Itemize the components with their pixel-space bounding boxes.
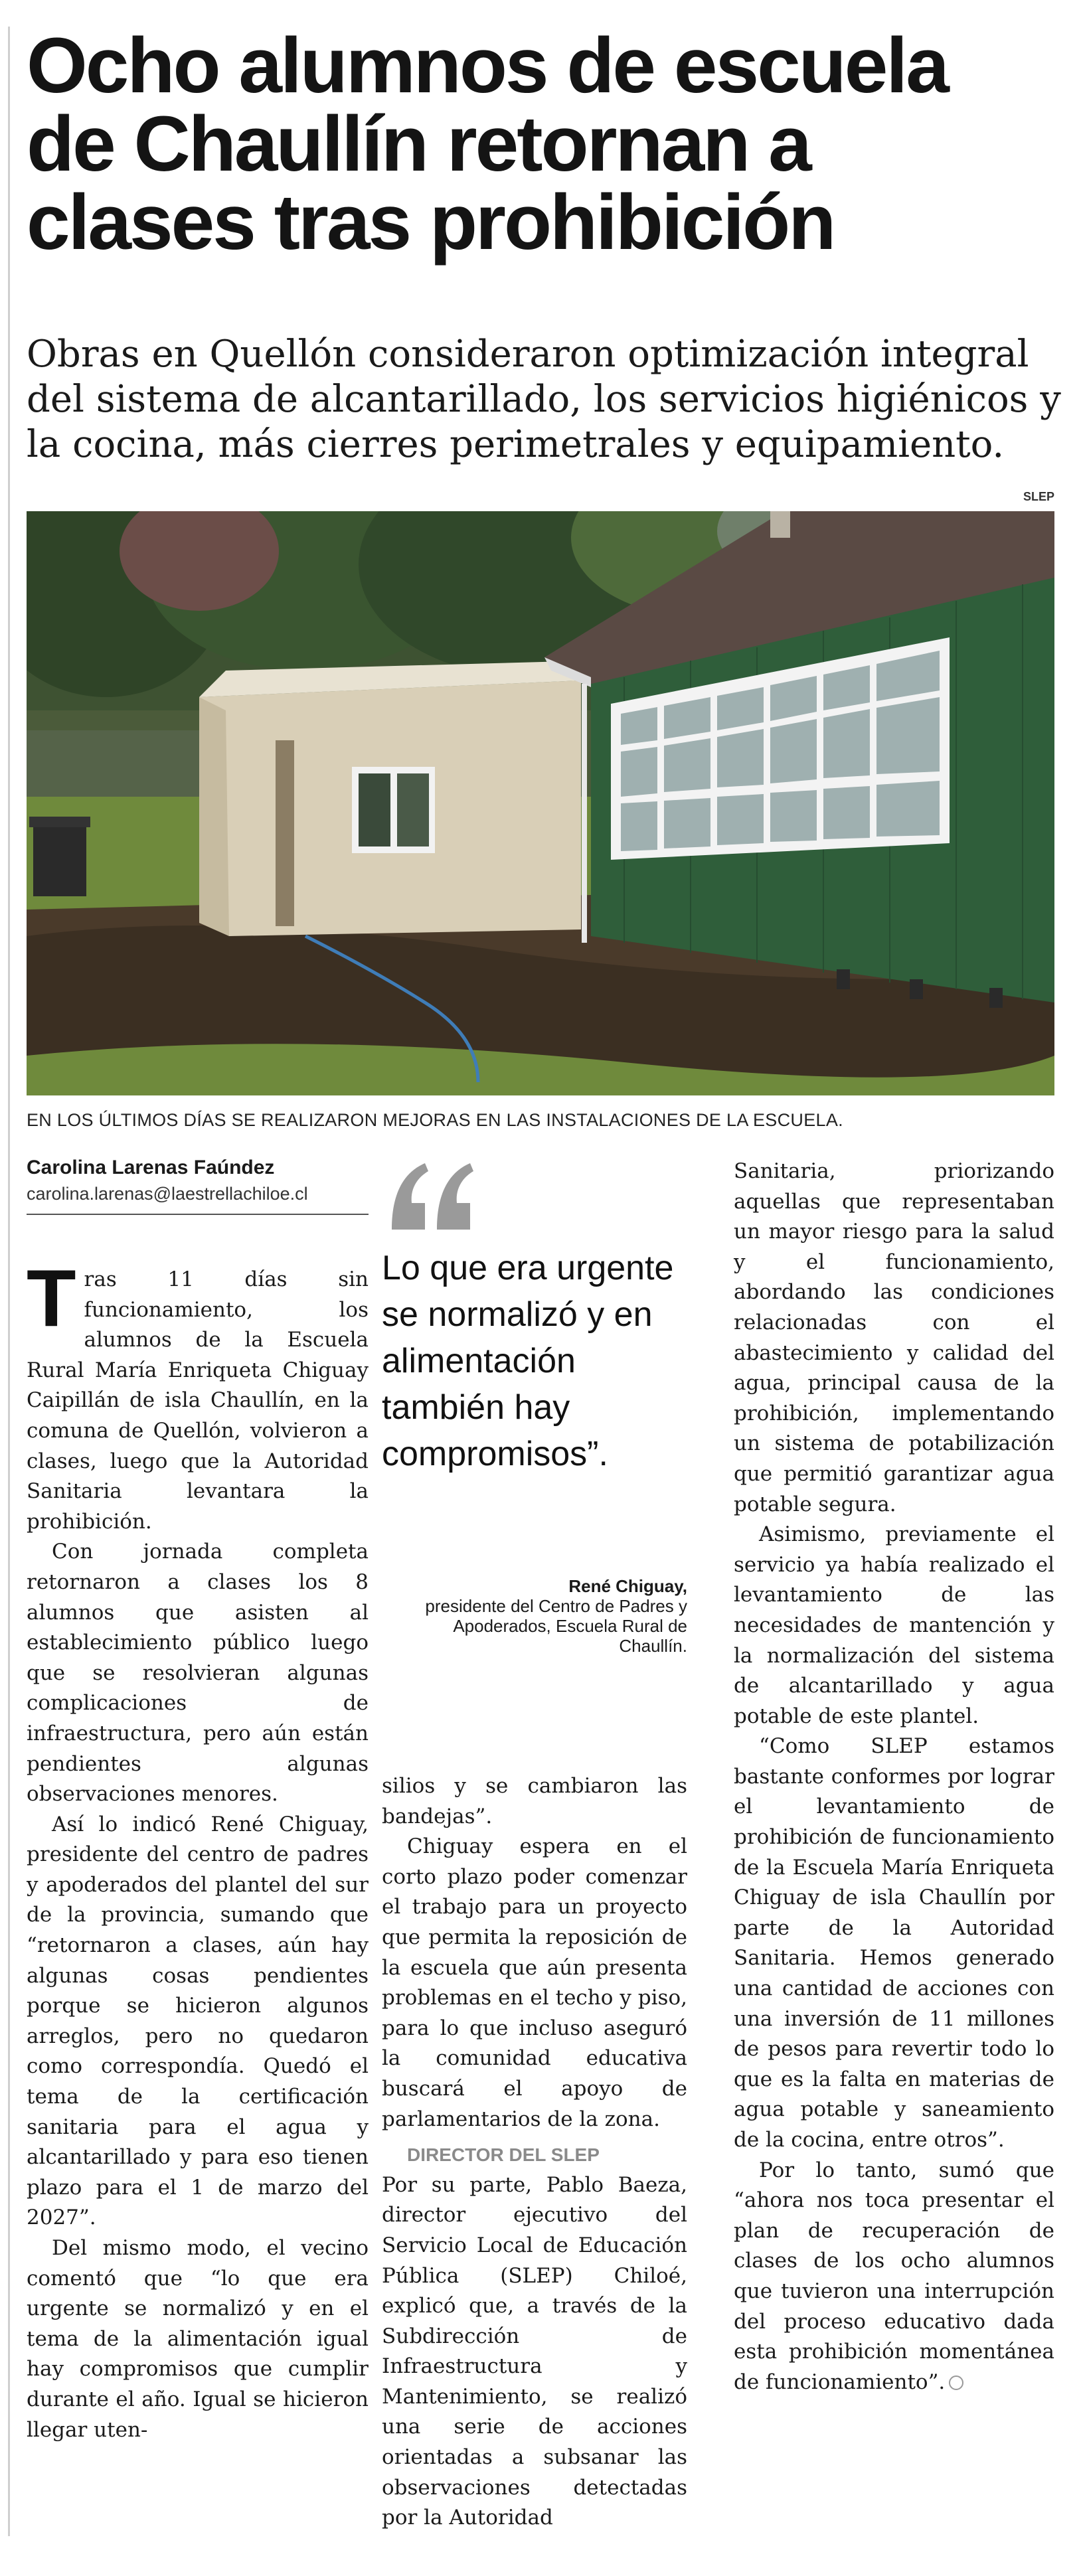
- paragraph-text: ras 11 días sin funcionamiento, los alumnos de la Escuela Rural María Enriqueta Chiguay Caipillán de isla Chaullín, en la comuna de Quellón, volvieron a clases, luego que la Autoridad Sanitaria levantara la prohibición.: [27, 1267, 369, 1534]
- paragraph: [734, 2156, 1054, 2398]
- pull-quote-name: René Chiguay,: [568, 1576, 687, 1596]
- photo-caption: EN LOS ÚLTIMOS DÍAS SE REALIZARON MEJORAS EN LAS INSTALACIONES DE LA ESCUELA.: [27, 1110, 843, 1130]
- byline-divider: [27, 1214, 369, 1215]
- paragraph: Del mismo modo, el vecino comentó que “lo que era urgente se normalizó y en el tema de la alimentación igual hay compromisos que cumplir durante el año. Igual se hicieron llegar uten-: [27, 2236, 369, 2442]
- end-of-article-icon: [949, 2375, 963, 2390]
- paragraph: “Como SLEP estamos bastante conformes por lograr el levantamiento de prohibición de funcionamiento de la Escuela María Enriqueta Chiguay de isla Chaullín por parte de la Autoridad Sanitaria. Hemos generado una cantidad de acciones con una inversión de 11 millones de pesos para revertir todo lo que es la falta en materias de agua potable y saneamiento de la cocina, entre otros”.: [734, 1734, 1054, 2152]
- pull-quote-attribution: [385, 1576, 687, 1656]
- article-column-1: [27, 1253, 369, 2445]
- paragraph: Por su parte, Pablo Baeza, director ejecutivo del Servicio Local de Educación Pública (SLEP) Chiloé, explicó que, a través de la Subdirección de Infraestructura y Mantenimiento, se realizó una serie de acciones orientadas a subsanar las observaciones detectadas por la Autoridad: [382, 2172, 687, 2530]
- paragraph: Con jornada completa retornaron a clases los 8 alumnos que asisten al establecimiento público luego que se resolvieran algunas complicaciones de infraestructura, pero aún están pendientes algunas observaciones menores.: [27, 1540, 369, 1807]
- left-margin-rule: [8, 27, 10, 2536]
- paragraph: silios y se cambiaron las bandejas”.: [382, 1774, 687, 1828]
- article-column-3: [734, 1157, 1054, 2397]
- paragraph-text: Por lo tanto, sumó que “ahora nos toca presentar el plan de recuperación de clases de los ocho alumnos que tuvieron una interrupción del proceso educativo dada esta prohibición momentánea de funcionamiento”.: [734, 2158, 1054, 2394]
- headline-line: de Chaullín retornan a: [27, 100, 810, 188]
- article-column-2: [382, 1771, 687, 2534]
- author-name: Carolina Larenas Faúndez: [27, 1157, 275, 1178]
- photo-credit: SLEP: [1023, 490, 1054, 503]
- paragraph: Sanitaria, priorizando aquellas que representaban un mayor riesgo para la salud y el funcionamiento, abordando las condiciones relacionadas con el abastecimiento y calidad del agua, principal causa de la prohibición, implementando un sistema de potabilización que permitió garantizar agua potable segura.: [734, 1159, 1054, 1516]
- paragraph: Así lo indicó René Chiguay, presidente del centro de padres y apoderados del plantel del sur de la provincia, sumando que “retornaron a clases, aún hay algunas cosas pendientes porque se hicieron algunos arreglos, pero no quedaron como correspondía. Quedó el tema de la certificación sanitaria para el agua y alcantarillado y para eso tienen plazo para el 1 de marzo del 2027”.: [27, 1812, 369, 2230]
- pull-quote-role: presidente del Centro de Padres y Apoderados, Escuela Rural de Chaullín.: [425, 1596, 687, 1656]
- headline: [27, 22, 1062, 266]
- section-subheading: DIRECTOR DEL SLEP: [407, 2144, 600, 2166]
- paragraph: Chiguay espera en el corto plazo poder comenzar el trabajo para un proyecto que permita la reposición de la escuela que aún presenta problemas en el techo y piso, para lo que incluso aseguró la comunidad educativa buscará el apoyo de parlamentarios de la zona.: [382, 1834, 687, 2131]
- quote-open-icon: [385, 1157, 478, 1236]
- subheadline: Obras en Quellón consideraron optimización integral del sistema de alcantarillado, los servicios higiénicos y la cocina, más cierres perimetrales y equipamiento.: [27, 333, 1061, 466]
- paragraph: [27, 1253, 369, 1537]
- author-email[interactable]: carolina.larenas@laestrellachiloe.cl: [27, 1184, 308, 1204]
- headline-line: Ocho alumnos de escuela: [27, 22, 948, 110]
- pull-quote: Lo que era urgente se normalizó y en alimentación también hay compromisos”.: [382, 1249, 674, 1473]
- school-photo: [27, 511, 1054, 1095]
- drop-cap: T: [27, 1253, 76, 1343]
- headline-line: clases tras prohibición: [27, 179, 835, 266]
- paragraph: Asimismo, previamente el servicio ya había realizado el levantamiento de las necesidades de mantención y la normalización del sistema de alcantarillado y agua potable de este plantel.: [734, 1522, 1054, 1728]
